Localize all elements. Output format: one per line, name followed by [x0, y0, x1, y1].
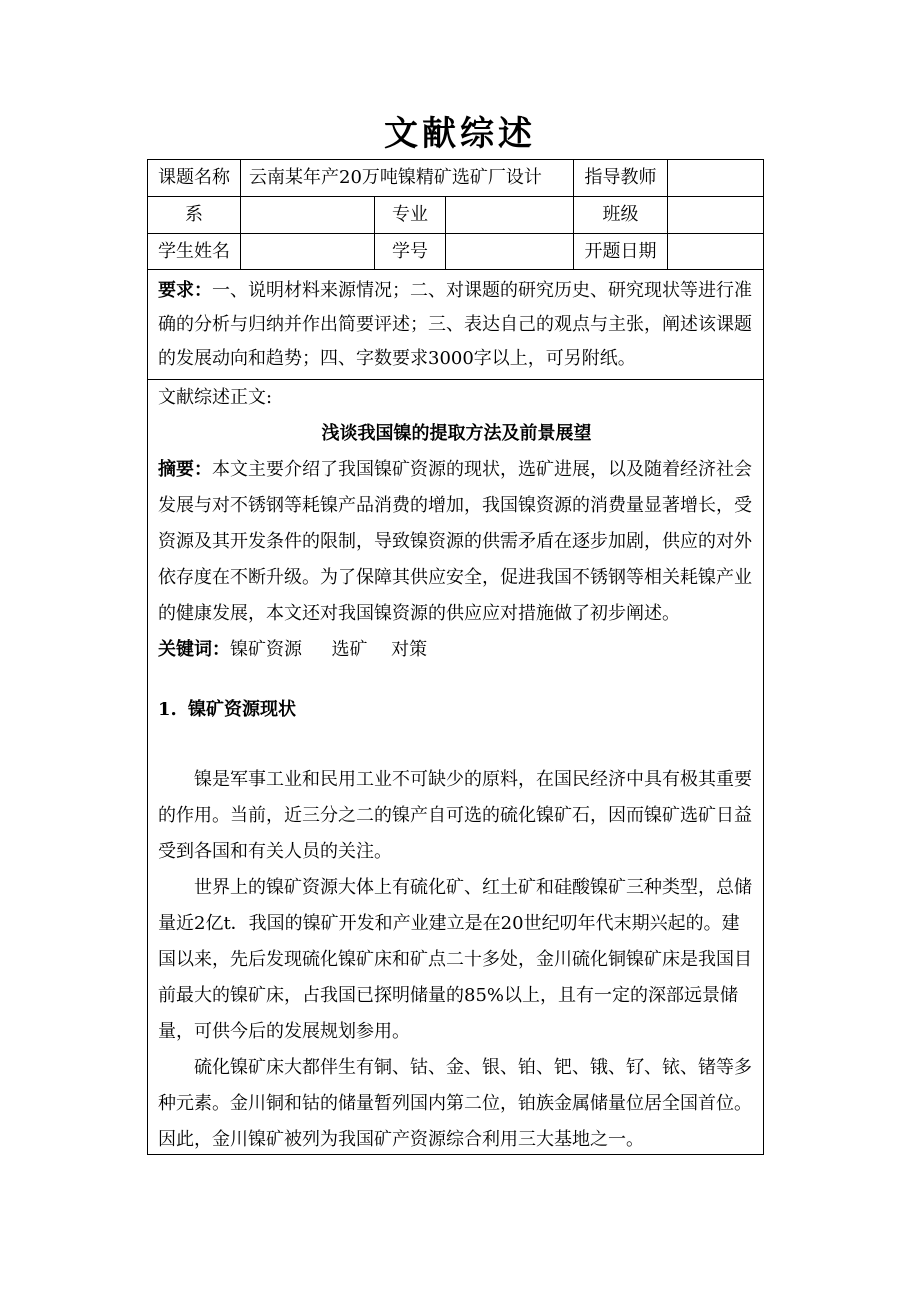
topic-label: 课题名称	[148, 160, 241, 197]
major-value	[446, 197, 574, 234]
abstract-text: 本文主要介绍了我国镍矿资源的现状，选矿进展，以及随着经济社会发展与对不锈钢等耗镍产品消费的增加，我国镍资源的消费量显著增长，受资源及其开发条件的限制，导致镍资源的供需矛盾在逐步加剧，供应的对外依存度在不断升级。为了保障其供应安全，促进我国不锈钢等相关耗镍产业的健康发展，本文还对我国镍资源的供应应对措施做了初步阐述。	[158, 459, 752, 624]
review-body	[148, 380, 763, 1158]
review-form	[147, 159, 764, 1155]
keywords-text: 镍矿资源 选矿 对策	[230, 639, 428, 660]
start-date-value	[668, 234, 763, 270]
article-title: 浅谈我国镍的提取方法及前景展望	[321, 423, 592, 444]
section-number: 1.	[158, 699, 177, 720]
requirements-label: 要求：	[158, 280, 212, 301]
section-title: 镍矿资源现状	[188, 699, 296, 720]
paragraph: 硫化镍矿床大都伴生有铜、钴、金、银、铂、钯、锇、钌、铱、锗等多种元素。金川铜和钴的储量暂列国内第二位，铂族金属储量位居全国首位。因此，金川镍矿被列为我国矿产资源综合利用三大基地之一。	[158, 1057, 752, 1150]
keywords-label: 关键词：	[158, 639, 230, 660]
requirements-text: 一、说明材料来源情况；二、对课题的研究历史、研究现状等进行准确的分析与归纳并作出简要评述；三、表达自己的观点与主张，阐述该课题的发展动向和趋势；四、字数要求3000字以上，可另附纸。	[158, 280, 752, 369]
student-id-value	[446, 234, 574, 270]
department-value	[241, 197, 375, 234]
department-label: 系	[148, 197, 241, 234]
page-title: 文献综述	[384, 114, 536, 154]
student-name-value	[241, 234, 375, 270]
advisor-value	[668, 160, 763, 197]
paragraph: 镍是军事工业和民用工业不可缺少的原料，在国民经济中具有极其重要的作用。当前，近三分之二的镍产自可选的硫化镍矿石，因而镍矿选矿日益受到各国和有关人员的关注。	[158, 769, 752, 862]
class-value	[668, 197, 763, 234]
section-heading	[158, 692, 755, 728]
abstract-label: 摘要：	[158, 459, 212, 480]
start-date-label: 开题日期	[574, 234, 668, 270]
student-name-label: 学生姓名	[148, 234, 241, 270]
major-label: 专业	[375, 197, 446, 234]
advisor-label: 指导教师	[574, 160, 668, 197]
keywords	[158, 632, 755, 668]
body-intro: 文献综述正文:	[158, 387, 273, 408]
abstract	[158, 452, 755, 632]
requirements-block	[148, 270, 763, 380]
student-id-label: 学号	[375, 234, 446, 270]
topic-value: 云南某年产20万吨镍精矿选矿厂设计	[241, 160, 574, 197]
paragraph: 世界上的镍矿资源大体上有硫化矿、红土矿和硅酸镍矿三种类型，总储量近2亿t．我国的镍矿开发和产业建立是在20世纪叨年代末期兴起的。建国以来，先后发现硫化镍矿床和矿点二十多处，金川硫化铜镍矿床是我国目前最大的镍矿床，占我国已探明储量的85%以上，且有一定的深部远景储量，可供今后的发展规划参用。	[158, 877, 752, 1042]
class-label: 班级	[574, 197, 668, 234]
